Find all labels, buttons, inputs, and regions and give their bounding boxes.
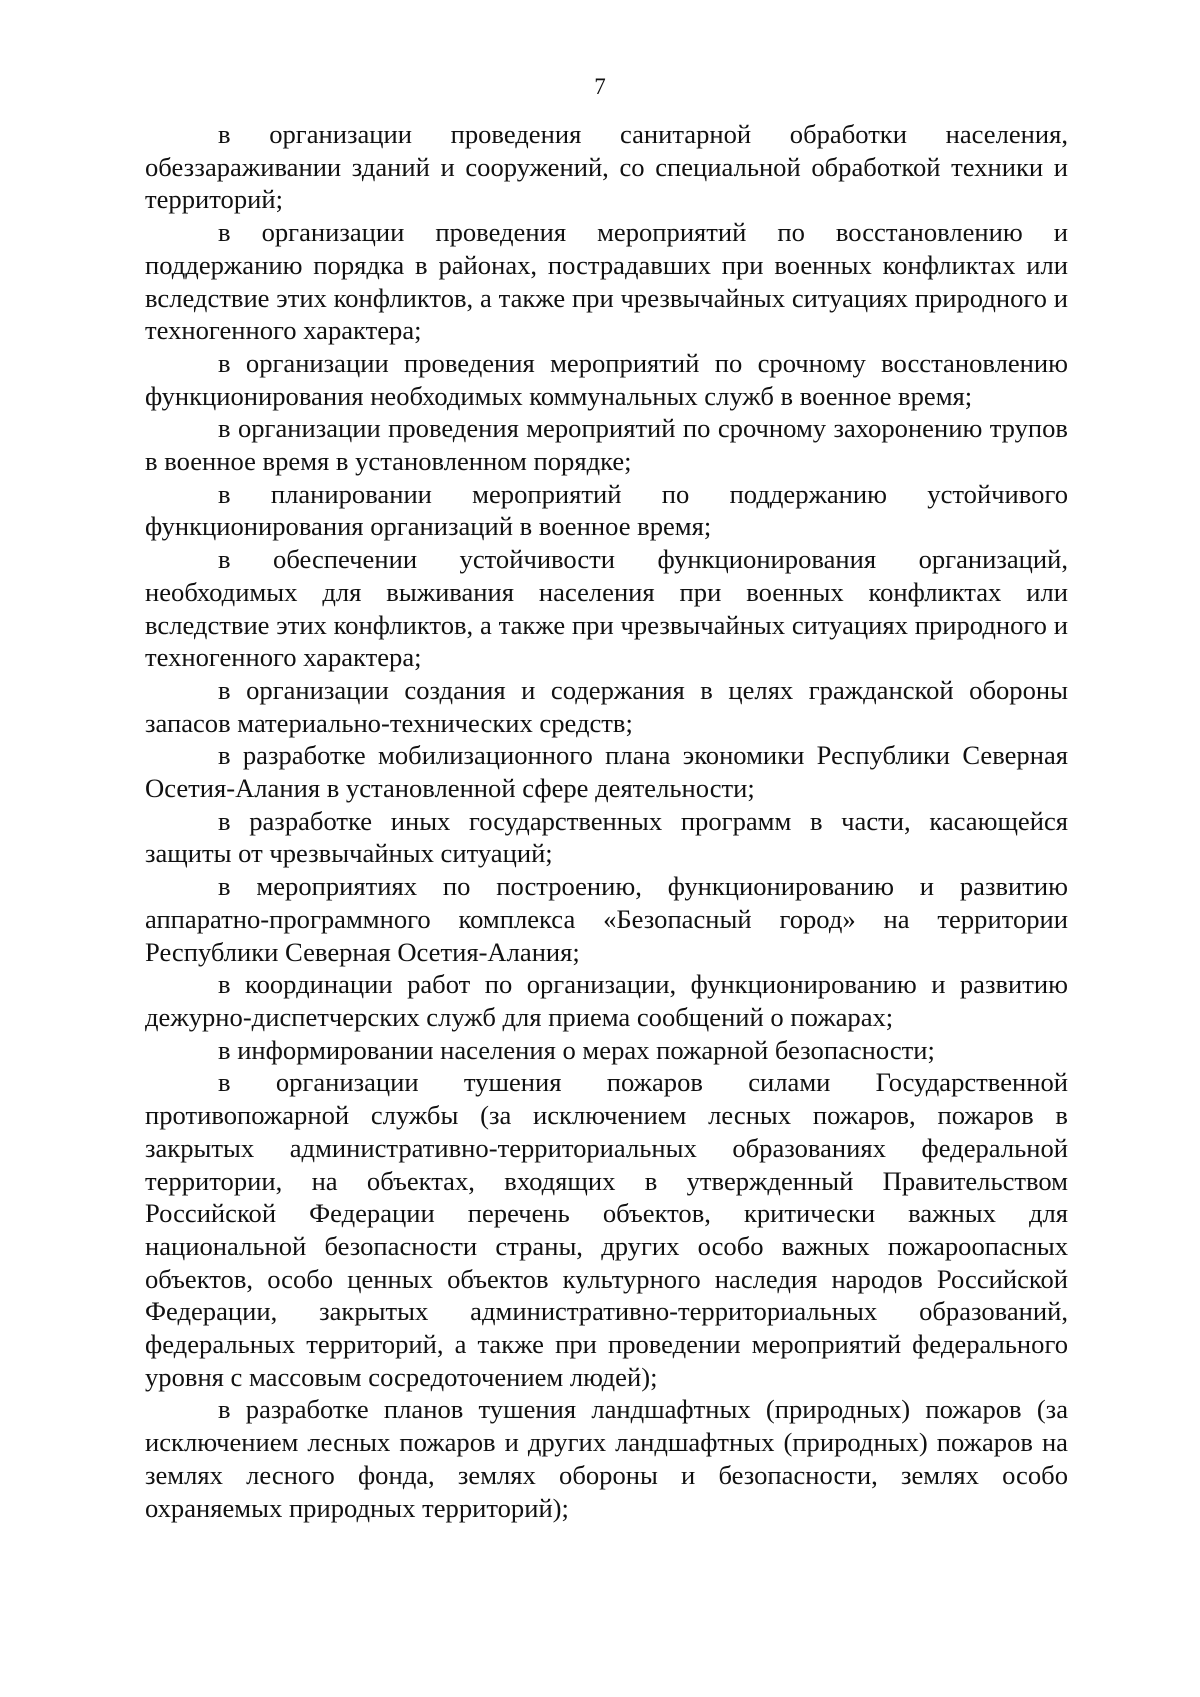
paragraph-fire-safety-info: в информировании населения о мерах пожарной безопасности; <box>218 1034 935 1065</box>
document-body <box>145 118 1068 1524</box>
paragraph-order-restoration: в организации проведения мероприятий по восстановлению и поддержанию порядка в районах, пострадавших при военных конфликтах или вследствие этих конфликтов, а также при чрезвычайных ситуациях природного и техногенного характера; <box>145 217 1068 346</box>
paragraph-material-reserves: в организации создания и содержания в целях гражданской обороны запасов материально-технических средств; <box>145 674 1068 738</box>
paragraph-mobilization-plan: в разработке мобилизационного плана экономики Республики Северная Осетия-Алания в установленной сфере деятельности; <box>145 740 1068 804</box>
paragraph-firefighting: в организации тушения пожаров силами Государственной противопожарной службы (за исключением лесных пожаров, пожаров в закрытых административно-территориальных образованиях федеральной территории, на объектах, входящих в утвержденный Правительством Российской Федерации перечень объектов, критически важных для национальной безопасности страны, других особо важных пожароопасных объектов, особо ценных объектов культурного наследия народов Российской Федерации, закрытых административно-территориальных образований, федеральных территорий, а также при проведении мероприятий федерального уровня с массовым сосредоточением людей); <box>145 1067 1068 1392</box>
paragraph-burial: в организации проведения мероприятий по срочному захоронению трупов в военное время в установленном порядке; <box>145 413 1068 477</box>
paragraph-safe-city: в мероприятиях по построению, функционированию и развитию аппаратно-программного комплекса «Безопасный город» на территории Республики Северная Осетия-Алания; <box>145 871 1068 967</box>
paragraph-utility-restoration: в организации проведения мероприятий по срочному восстановлению функционирования необходимых коммунальных служб в военное время; <box>145 347 1068 411</box>
page-number: 7 <box>594 74 606 99</box>
paragraph-sanitary-treatment: в организации проведения санитарной обработки населения, обеззараживании зданий и сооружений, со специальной обработкой техники и территорий; <box>145 119 1068 215</box>
paragraph-dispatch-services: в координации работ по организации, функционированию и развитию дежурно-диспетчерских служб для приема сообщений о пожарах; <box>145 969 1068 1032</box>
paragraph-landscape-fires: в разработке планов тушения ландшафтных (природных) пожаров (за исключением лесных пожаров и других ландшафтных (природных) пожаров на землях лесного фонда, землях обороны и безопасности, землях особо охраняемых природных территорий); <box>145 1394 1068 1523</box>
paragraph-state-programs: в разработке иных государственных программ в части, касающейся защиты от чрезвычайных ситуаций; <box>145 805 1068 869</box>
paragraph-organization-resilience: в обеспечении устойчивости функционирования организаций, необходимых для выживания населения при военных конфликтах или вследствие этих конфликтов, а также при чрезвычайных ситуациях природного и техногенного характера; <box>145 544 1068 673</box>
paragraph-stable-functioning-planning: в планировании мероприятий по поддержанию устойчивого функционирования организаций в военное время; <box>145 478 1068 542</box>
